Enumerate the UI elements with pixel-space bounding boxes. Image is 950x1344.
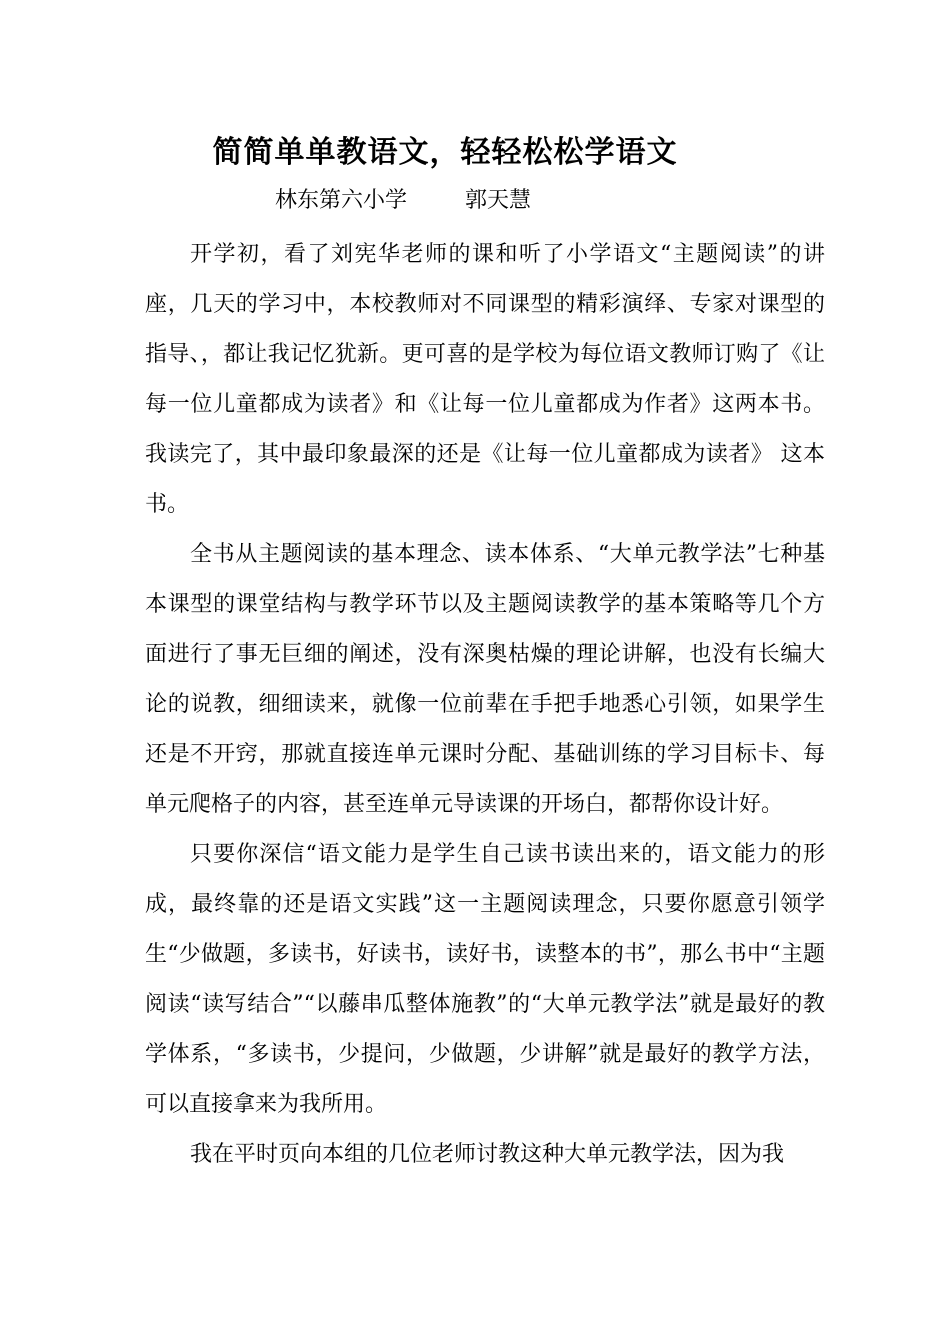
author-name: 郭天慧 (465, 188, 532, 213)
article-body (145, 230, 825, 1180)
paragraph: 开学初，看了刘宪华老师的课和听了小学语文“主题阅读”的讲座，几天的学习中，本校教师对不同课型的精彩演绎、专家对课型的指导、，都让我记忆犹新。更可喜的是学校为每位语文教师订购了《让每一位儿童都成为读者》和《让每一位儿童都成为作者》这两本书。我读完了，其中最印象最深的还是《让每一位儿童都成为读者》 这本书。 (145, 242, 825, 517)
byline (275, 184, 531, 218)
document-title: 简简单单教语文，轻轻松松学语文 (212, 135, 678, 170)
paragraph: 全书从主题阅读的基本理念、读本体系、“大单元教学法”七种基本课型的课堂结构与教学环节以及主题阅读教学的基本策略等几个方面进行了事无巨细的阐述，没有深奥枯燥的理论讲解，也没有长编大论的说教，细细读来，就像一位前辈在手把手地悉心引领，如果学生还是不开窍，那就直接连单元课时分配、基础训练的学习目标卡、每单元爬格子的内容，甚至连单元导读课的开场白，都帮你设计好。 (145, 542, 825, 817)
paragraph: 只要你深信“语文能力是学生自己读书读出来的，语文能力的形成，最终靠的还是语文实践”这一主题阅读理念，只要你愿意引领学生“少做题，多读书，好读书，读好书，读整本的书”，那么书中“主题阅读“读写结合”“以藤串瓜整体施教”的“大单元教学法”就是最好的教学体系，“多读书，少提问，少做题，少讲解”就是最好的教学方法，可以直接拿来为我所用。 (145, 842, 825, 1117)
paragraph: 我在平时页向本组的几位老师讨教这种大单元教学法，因为我 (190, 1142, 785, 1167)
school-name: 林东第六小学 (275, 188, 408, 213)
